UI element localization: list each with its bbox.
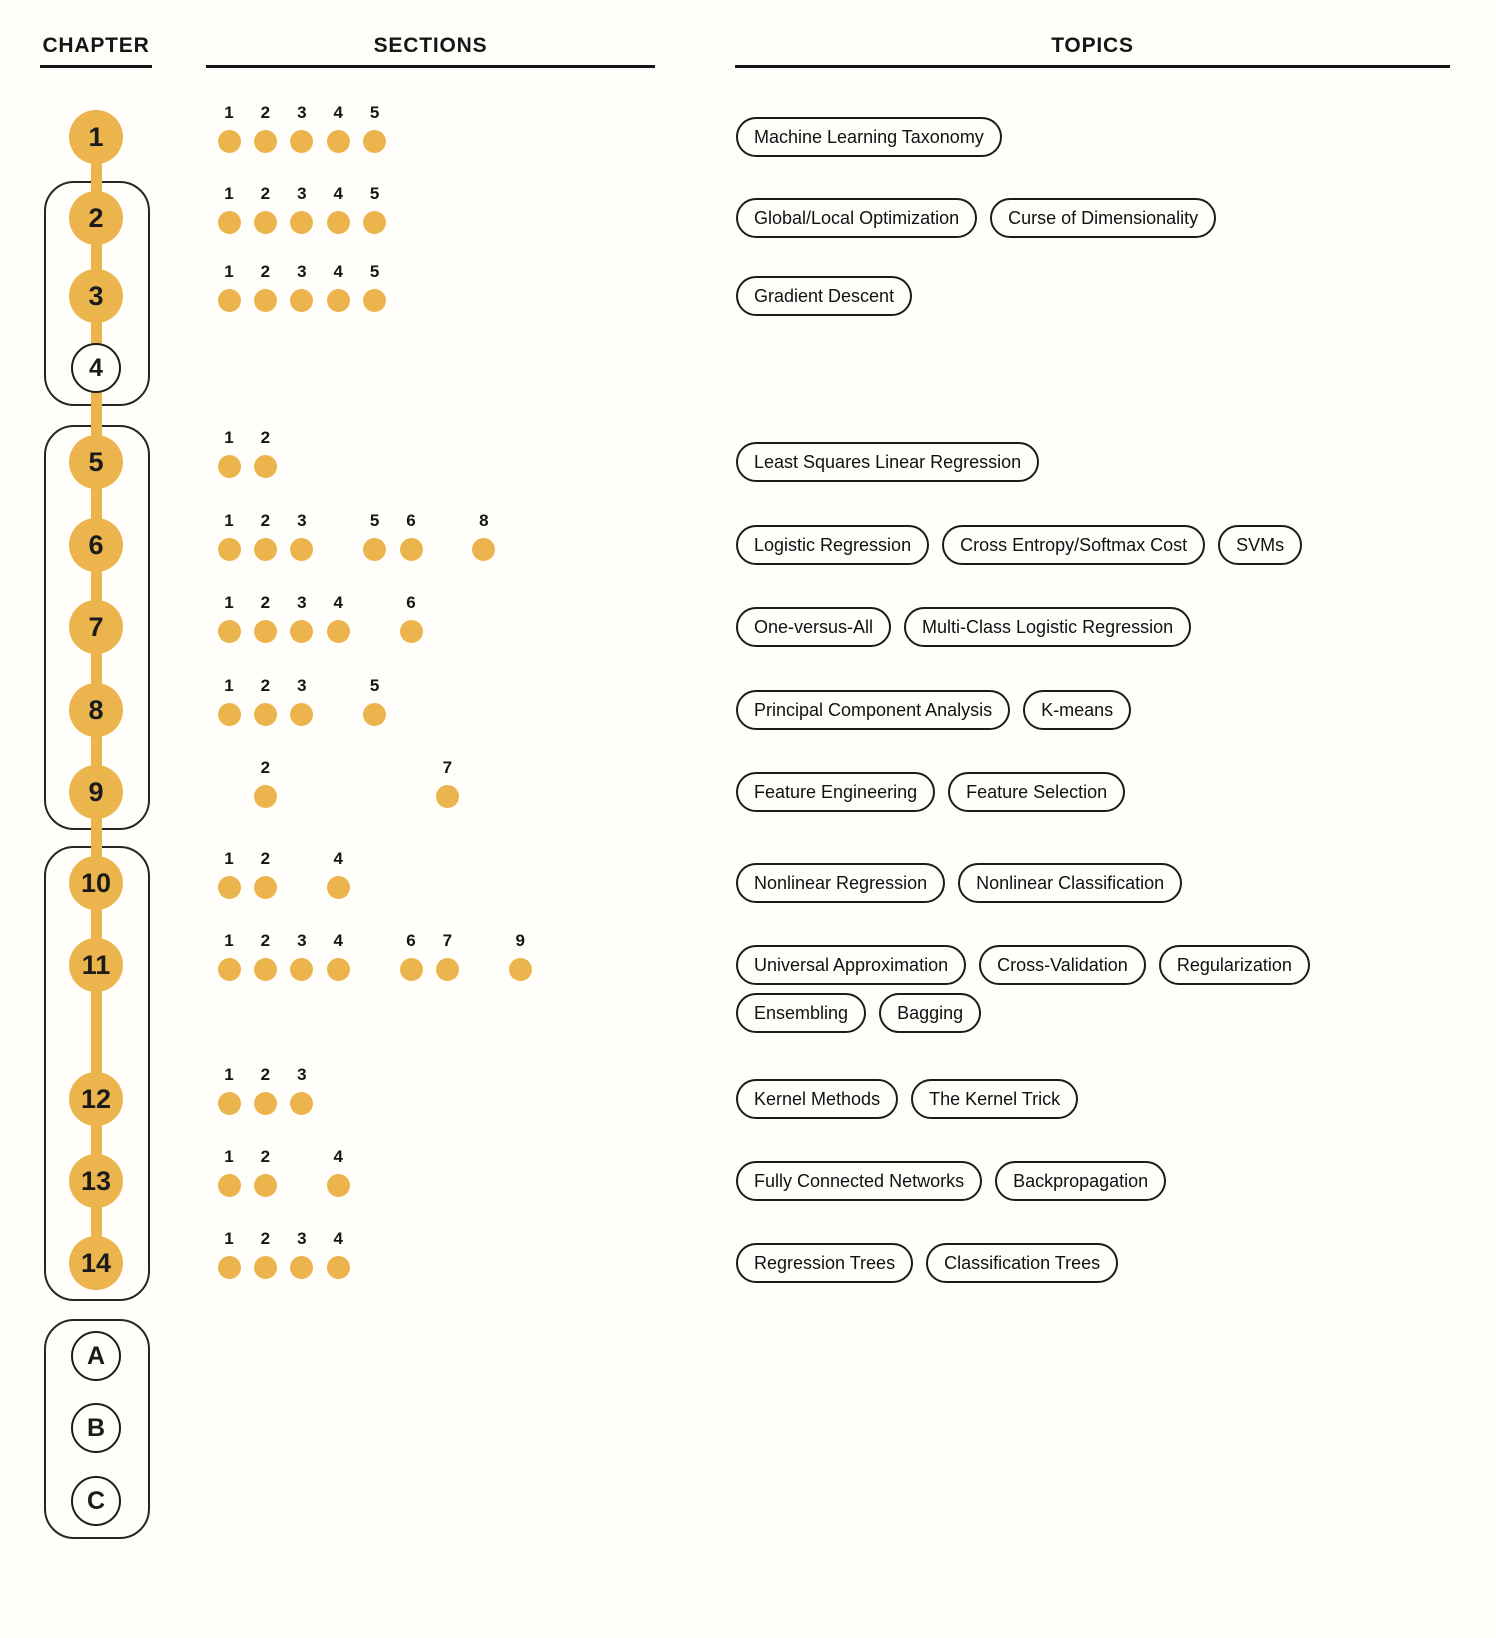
section-number-label: 3: [297, 103, 307, 122]
section-dot: [254, 538, 277, 561]
topics-row-chapter-7: [736, 607, 1191, 647]
section-dot: [254, 1256, 277, 1279]
section-number-label: 4: [333, 184, 343, 203]
topic-pill: Ensembling: [736, 993, 866, 1033]
section-number-label: 3: [297, 1065, 307, 1084]
section-dot: [363, 211, 386, 234]
topics-row-chapter-3: [736, 276, 912, 316]
section-dot: [509, 958, 532, 981]
topics-row-chapter-1: [736, 117, 1002, 157]
section-number-label: 1: [224, 103, 234, 122]
section-dot: [290, 1256, 313, 1279]
section-dot: [290, 620, 313, 643]
section-dot: [327, 1174, 350, 1197]
section-dot: [254, 1174, 277, 1197]
section-dot: [436, 785, 459, 808]
topics-row-chapter-11: [736, 945, 1310, 985]
chapter-node-1: 1: [69, 110, 123, 164]
section-number-label: 4: [333, 262, 343, 281]
section-dot: [218, 130, 241, 153]
section-number-label: 5: [369, 103, 380, 122]
section-number-label: 3: [297, 1229, 307, 1248]
section-number-label: 1: [224, 593, 234, 612]
section-number-label: 9: [515, 931, 525, 950]
topic-pill: Global/Local Optimization: [736, 198, 977, 238]
section-number-label: 3: [297, 931, 307, 950]
section-number-label: 1: [224, 931, 234, 950]
section-number-label: 1: [224, 262, 234, 281]
section-number-label: 6: [406, 511, 416, 530]
section-number-label: 1: [224, 849, 234, 868]
chapter-node-C: C: [71, 1476, 121, 1526]
topic-pill: Bagging: [879, 993, 981, 1033]
section-number-label: 2: [260, 511, 271, 530]
section-number-label: 4: [333, 1229, 343, 1248]
topics-row-chapter-10: [736, 863, 1182, 903]
topic-pill: Universal Approximation: [736, 945, 966, 985]
section-dot: [254, 703, 277, 726]
section-number-label: 1: [224, 676, 234, 695]
section-number-label: 2: [260, 428, 271, 447]
section-number-label: 1: [224, 511, 234, 530]
topics-row-chapter-2: [736, 198, 1216, 238]
section-dot: [218, 1174, 241, 1197]
topic-pill: Feature Selection: [948, 772, 1125, 812]
topic-pill: Gradient Descent: [736, 276, 912, 316]
section-number-label: 2: [260, 1147, 271, 1166]
section-number-label: 4: [333, 1147, 343, 1166]
topic-pill: Cross-Validation: [979, 945, 1146, 985]
section-dot: [218, 289, 241, 312]
section-dot: [218, 1092, 241, 1115]
section-dot: [327, 958, 350, 981]
section-number-label: 2: [260, 593, 271, 612]
topic-pill: Least Squares Linear Regression: [736, 442, 1039, 482]
chapter-node-14: 14: [69, 1236, 123, 1290]
chapter-node-13: 13: [69, 1154, 123, 1208]
section-number-label: 4: [333, 849, 343, 868]
chapter-node-8: 8: [69, 683, 123, 737]
section-dot: [254, 289, 277, 312]
section-dot: [218, 211, 241, 234]
chapter-node-10: 10: [69, 856, 123, 910]
topic-pill: Nonlinear Classification: [958, 863, 1182, 903]
section-dot: [327, 130, 350, 153]
section-number-label: 2: [260, 184, 271, 203]
sections-column-header: SECTIONS: [206, 28, 655, 68]
chapter-node-A: A: [71, 1331, 121, 1381]
section-dot: [254, 130, 277, 153]
section-dot: [218, 620, 241, 643]
section-dot: [327, 211, 350, 234]
section-number-label: 2: [260, 931, 271, 950]
section-dot: [218, 703, 241, 726]
section-number-label: 8: [479, 511, 489, 530]
topic-pill: Principal Component Analysis: [736, 690, 1010, 730]
chapter-node-3: 3: [69, 269, 123, 323]
chapter-node-5: 5: [69, 435, 123, 489]
topics-row-chapter-13: [736, 1161, 1166, 1201]
topic-pill: Backpropagation: [995, 1161, 1166, 1201]
chapter-node-6: 6: [69, 518, 123, 572]
topic-pill: Regularization: [1159, 945, 1310, 985]
section-number-label: 4: [333, 103, 343, 122]
section-number-label: 5: [369, 511, 380, 530]
section-number-label: 4: [333, 593, 343, 612]
topics-column-header: TOPICS: [735, 28, 1450, 68]
section-dot: [290, 289, 313, 312]
topic-pill: K-means: [1023, 690, 1131, 730]
topic-pill: Curse of Dimensionality: [990, 198, 1216, 238]
section-dot: [472, 538, 495, 561]
topic-pill: SVMs: [1218, 525, 1302, 565]
section-number-label: 7: [442, 931, 453, 950]
section-number-label: 2: [260, 676, 271, 695]
chapter-node-2: 2: [69, 191, 123, 245]
section-dot: [363, 130, 386, 153]
section-dot: [218, 876, 241, 899]
topics-row-chapter-8: [736, 690, 1131, 730]
topic-pill: Feature Engineering: [736, 772, 935, 812]
section-number-label: 5: [369, 184, 380, 203]
section-dot: [254, 1092, 277, 1115]
section-dot: [327, 289, 350, 312]
section-dot: [254, 211, 277, 234]
chapter-node-9: 9: [69, 765, 123, 819]
section-dot: [218, 1256, 241, 1279]
section-number-label: 2: [260, 758, 271, 777]
section-dot: [436, 958, 459, 981]
section-number-label: 1: [224, 184, 234, 203]
topic-pill: Cross Entropy/Softmax Cost: [942, 525, 1205, 565]
section-number-label: 5: [369, 262, 380, 281]
topics-row-chapter-11: [736, 993, 981, 1033]
chapter-node-11: 11: [69, 938, 123, 992]
section-dot: [254, 620, 277, 643]
chapter-node-B: B: [71, 1403, 121, 1453]
section-dot: [254, 455, 277, 478]
section-dot: [363, 289, 386, 312]
section-number-label: 3: [297, 511, 307, 530]
section-dot: [327, 876, 350, 899]
chapter-node-7: 7: [69, 600, 123, 654]
section-number-label: 2: [260, 262, 271, 281]
topics-row-chapter-12: [736, 1079, 1078, 1119]
chapter-node-12: 12: [69, 1072, 123, 1126]
section-dot: [290, 958, 313, 981]
section-number-label: 3: [297, 593, 307, 612]
section-number-label: 1: [224, 428, 234, 447]
topics-row-chapter-14: [736, 1243, 1118, 1283]
topics-row-chapter-5: [736, 442, 1039, 482]
section-number-label: 3: [297, 184, 307, 203]
section-dot: [254, 785, 277, 808]
section-number-label: 7: [442, 758, 453, 777]
topics-row-chapter-9: [736, 772, 1125, 812]
section-number-label: 1: [224, 1065, 234, 1084]
section-number-label: 3: [297, 262, 307, 281]
section-dot: [400, 958, 423, 981]
section-number-label: 4: [333, 931, 343, 950]
section-number-label: 6: [406, 931, 416, 950]
section-dot: [400, 620, 423, 643]
section-dot: [327, 1256, 350, 1279]
topic-pill: Nonlinear Regression: [736, 863, 945, 903]
topic-pill: The Kernel Trick: [911, 1079, 1078, 1119]
section-dot: [290, 130, 313, 153]
section-dot: [290, 538, 313, 561]
section-number-label: 6: [406, 593, 416, 612]
section-dot: [254, 958, 277, 981]
section-number-label: 2: [260, 1065, 271, 1084]
section-dot: [290, 703, 313, 726]
section-dot: [400, 538, 423, 561]
topic-pill: Kernel Methods: [736, 1079, 898, 1119]
section-number-label: 2: [260, 1229, 271, 1248]
section-dot: [327, 620, 350, 643]
chapter-column-header: CHAPTER: [40, 28, 152, 68]
section-dot: [218, 455, 241, 478]
topics-row-chapter-6: [736, 525, 1302, 565]
section-number-label: 2: [260, 849, 271, 868]
topic-pill: Logistic Regression: [736, 525, 929, 565]
section-number-label: 5: [369, 676, 380, 695]
chapter-node-4: 4: [71, 343, 121, 393]
section-dot: [363, 538, 386, 561]
topic-pill: Multi-Class Logistic Regression: [904, 607, 1191, 647]
section-dot: [290, 1092, 313, 1115]
topic-pill: Machine Learning Taxonomy: [736, 117, 1002, 157]
section-dot: [218, 538, 241, 561]
section-number-label: 3: [297, 676, 307, 695]
section-number-label: 1: [224, 1229, 234, 1248]
section-number-label: 2: [260, 103, 271, 122]
section-dot: [254, 876, 277, 899]
section-dot: [218, 958, 241, 981]
topic-pill: One-versus-All: [736, 607, 891, 647]
topic-pill: Fully Connected Networks: [736, 1161, 982, 1201]
topic-pill: Regression Trees: [736, 1243, 913, 1283]
section-dot: [290, 211, 313, 234]
topic-pill: Classification Trees: [926, 1243, 1118, 1283]
section-number-label: 1: [224, 1147, 234, 1166]
section-dot: [363, 703, 386, 726]
